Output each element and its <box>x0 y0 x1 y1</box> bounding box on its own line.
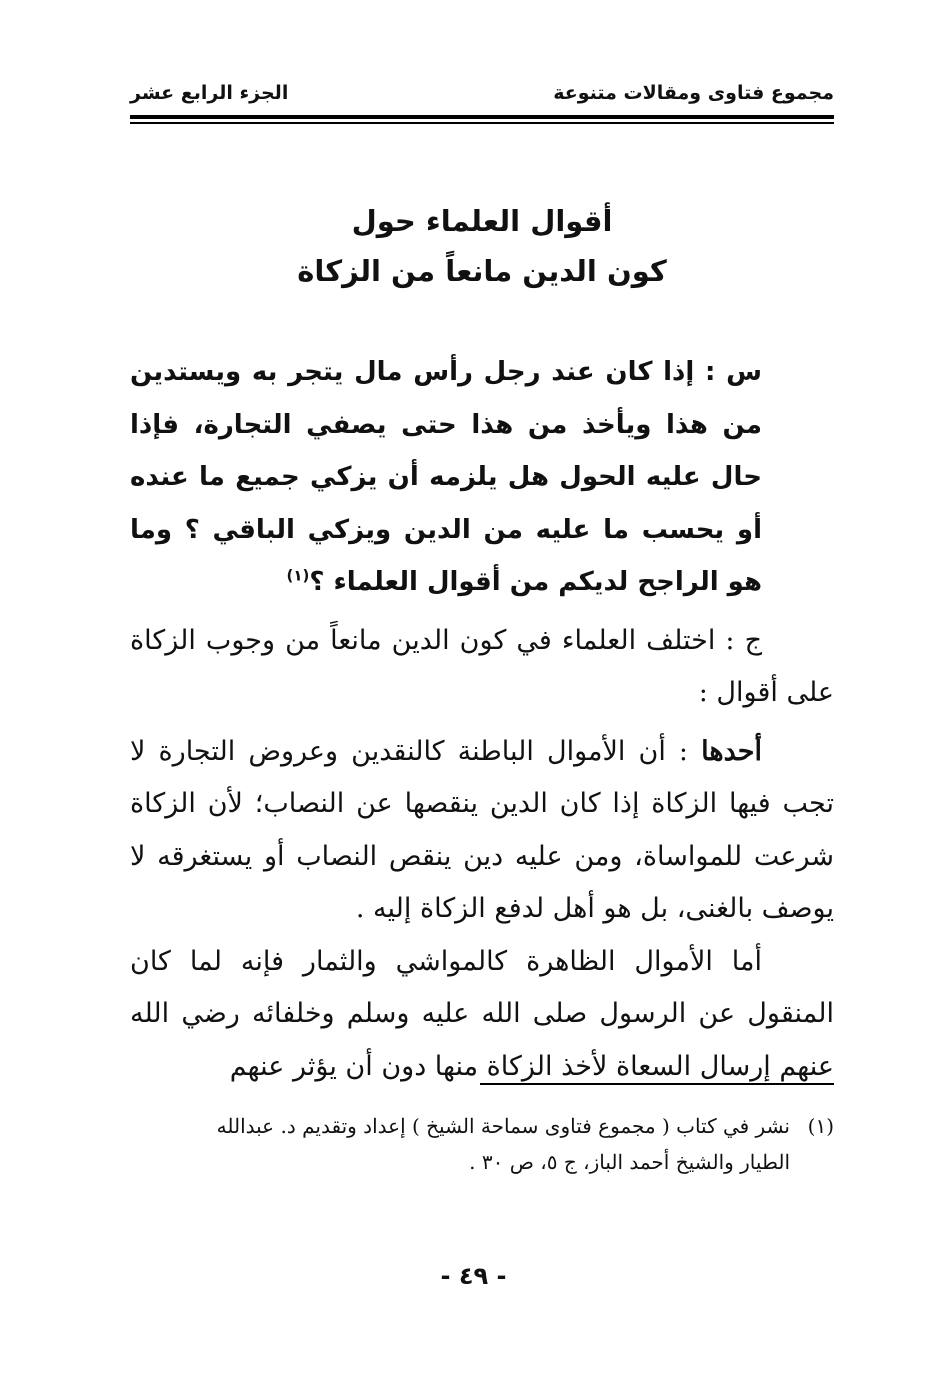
footnote-reference: (١) <box>286 566 310 585</box>
first-opinion-paragraph <box>130 726 834 936</box>
section-title <box>130 196 834 296</box>
footnote <box>130 1108 834 1180</box>
answer-intro-paragraph: ج : اختلف العلماء في كون الدين مانعاً من وجوب الزكاة على أقوال : <box>130 624 834 708</box>
title-line-2: كون الدين مانعاً من الزكاة <box>297 254 667 288</box>
body-text <box>130 346 834 1093</box>
first-opinion-text: : أن الأموال الباطنة كالنقدين وعروض التجارة لا تجب فيها الزكاة إذا كان الدين ينقصها عن النصاب؛ لأن الزكاة شرعت للمواساة، ومن عليه دين ينقص النصاب أو يستغرقه لا يوصف بالغنى، بل هو أهل لدفع الزكاة إليه . <box>130 735 834 924</box>
question-paragraph <box>130 346 834 609</box>
running-header <box>130 82 834 114</box>
header-rule-thick <box>130 115 834 119</box>
header-rule-thin <box>130 122 834 124</box>
header-book-title: مجموع فتاوى ومقالات متنوعة <box>553 82 834 104</box>
page-number: - ٤٩ - <box>440 1262 507 1290</box>
first-opinion-lead: أحدها <box>701 735 762 767</box>
footnote-rule <box>480 1083 834 1085</box>
header-volume: الجزء الرابع عشر <box>130 82 289 104</box>
footnote-number: (١) <box>807 1114 834 1138</box>
footnote-line-1 <box>130 1108 834 1144</box>
title-line-1: أقوال العلماء حول <box>351 204 613 238</box>
question-text: س : إذا كان عند رجل رأس مال يتجر به ويستدين من هذا ويأخذ من هذا حتى يصفي التجارة، فإذا حال عليه الحول هل يلزمه أن يزكي جميع ما عنده أو يحسب ما عليه من الدين ويزكي الباقي ؟ وما هو الراجح لديكم من أقوال العلماء ؟ <box>130 357 762 597</box>
footnote-text-1: نشر في كتاب ( مجموع فتاوى سماحة الشيخ ) إعداد وتقديم د. عبدالله <box>216 1114 790 1138</box>
second-paragraph: أما الأموال الظاهرة كالمواشي والثمار فإنه لما كان المنقول عن الرسول صلى الله عليه وسلم وخلفائه رضي الله عنهم إرسال السعاة لأخذ الزكاة منها دون أن يؤثر عنهم <box>130 945 834 1082</box>
footnote-line-2: الطيار والشيخ أحمد الباز، ج ٥، ص ٣٠ . <box>469 1150 790 1174</box>
